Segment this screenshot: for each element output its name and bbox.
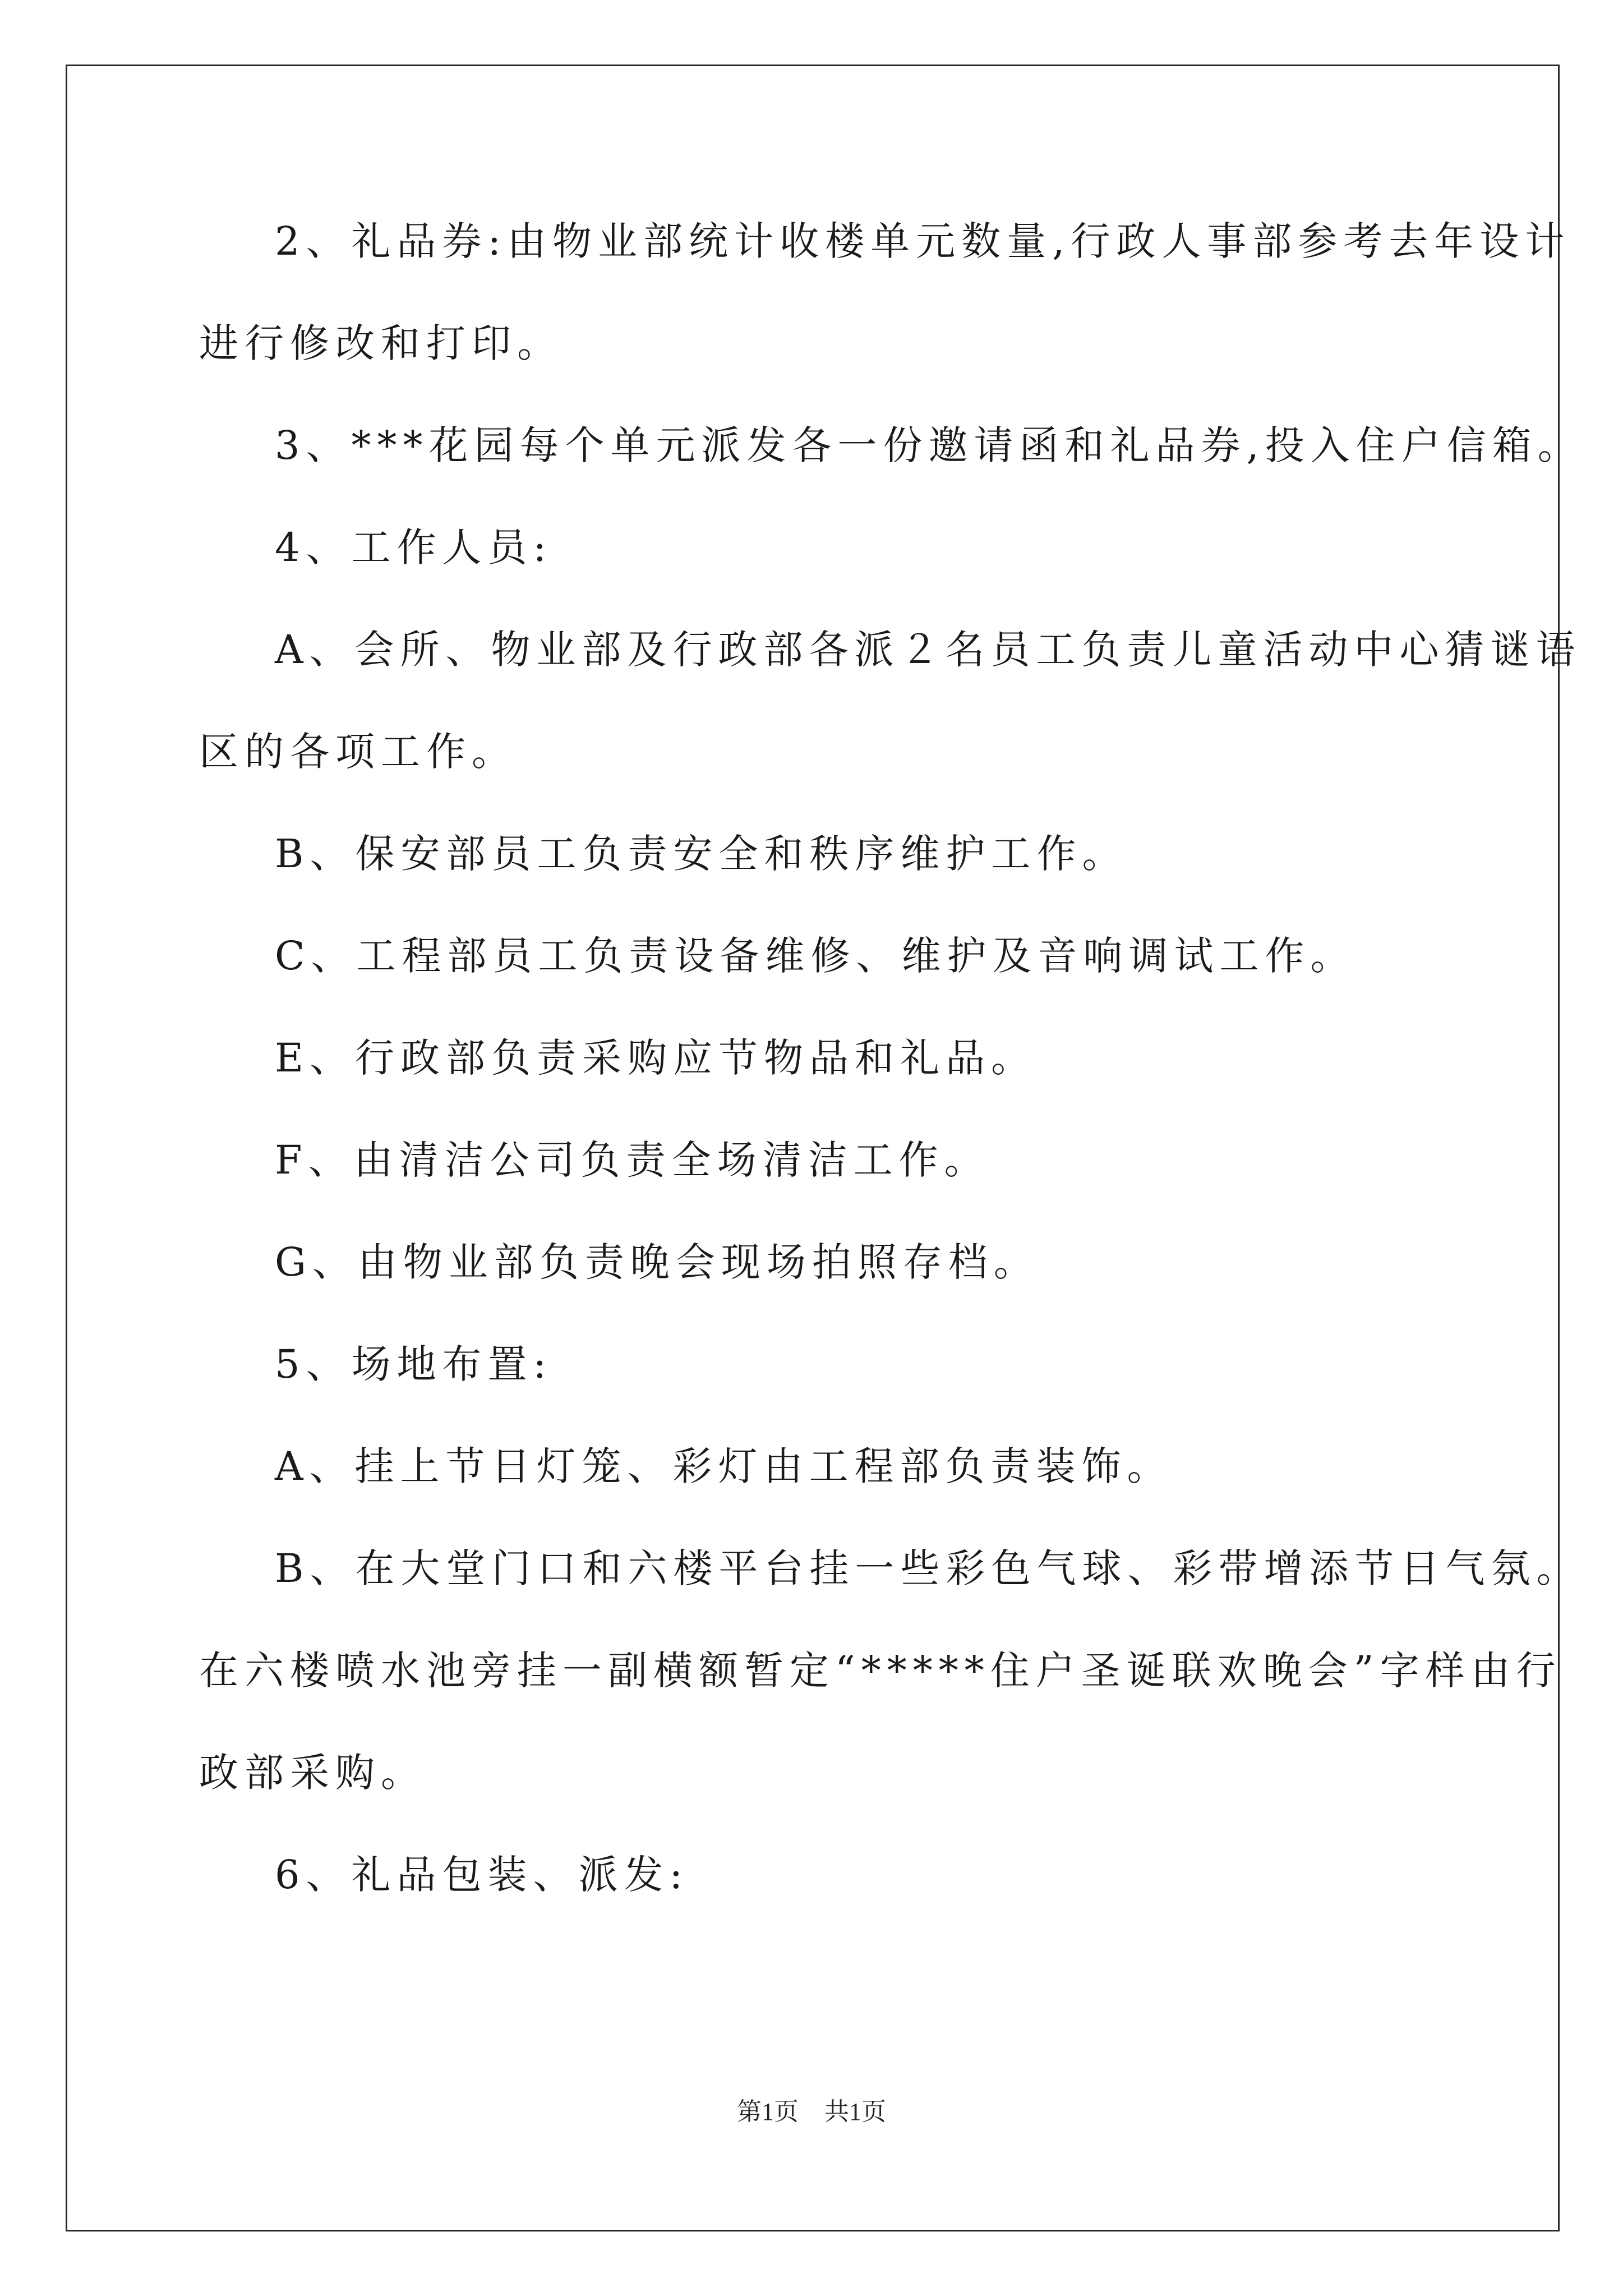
paragraph-line: 政部采购。 <box>199 1750 426 1796</box>
page-footer <box>0 2095 1623 2129</box>
paragraph-line: G、由物业部负责晚会现场拍照存档。 <box>275 1239 1039 1285</box>
page-number: 第1页 <box>737 2098 799 2125</box>
paragraph-line: 4、工作人员: <box>275 524 553 570</box>
paragraph-line: A、会所、物业部及行政部各派２名员工负责儿童活动中心猜谜语 <box>275 627 1581 673</box>
paragraph-line: B、保安部员工负责安全和秩序维护工作。 <box>275 831 1128 877</box>
paragraph-line: 3、***花园每个单元派发各一份邀请函和礼品券,投入住户信箱。 <box>275 422 1583 468</box>
paragraph-line: 6、礼品包装、派发: <box>275 1852 689 1898</box>
paragraph-line: C、工程部员工负责设备维修、维护及音响调试工作。 <box>275 933 1356 979</box>
paragraph-line: B、在大堂门口和六楼平台挂一些彩色气球、彩带增添节日气氛。 <box>275 1545 1582 1591</box>
paragraph-line: 在六楼喷水池旁挂一副横额暂定“*****住户圣诞联欢晚会”字样由行 <box>199 1648 1562 1694</box>
paragraph-line: A、挂上节日灯笼、彩灯由工程部负责装饰。 <box>275 1443 1173 1489</box>
paragraph-line: 区的各项工作。 <box>199 729 517 775</box>
page-total: 共1页 <box>824 2098 886 2125</box>
paragraph-line: 5、场地布置: <box>275 1341 553 1387</box>
paragraph-line: F、由清洁公司负责全场清洁工作。 <box>275 1137 990 1183</box>
paragraph-line: 进行修改和打印。 <box>199 320 562 366</box>
paragraph-line: E、行政部负责采购应节物品和礼品。 <box>275 1035 1037 1081</box>
paragraph-line: 2、礼品券:由物业部统计收楼单元数量,行政人事部参考去年设计 <box>275 218 1571 264</box>
